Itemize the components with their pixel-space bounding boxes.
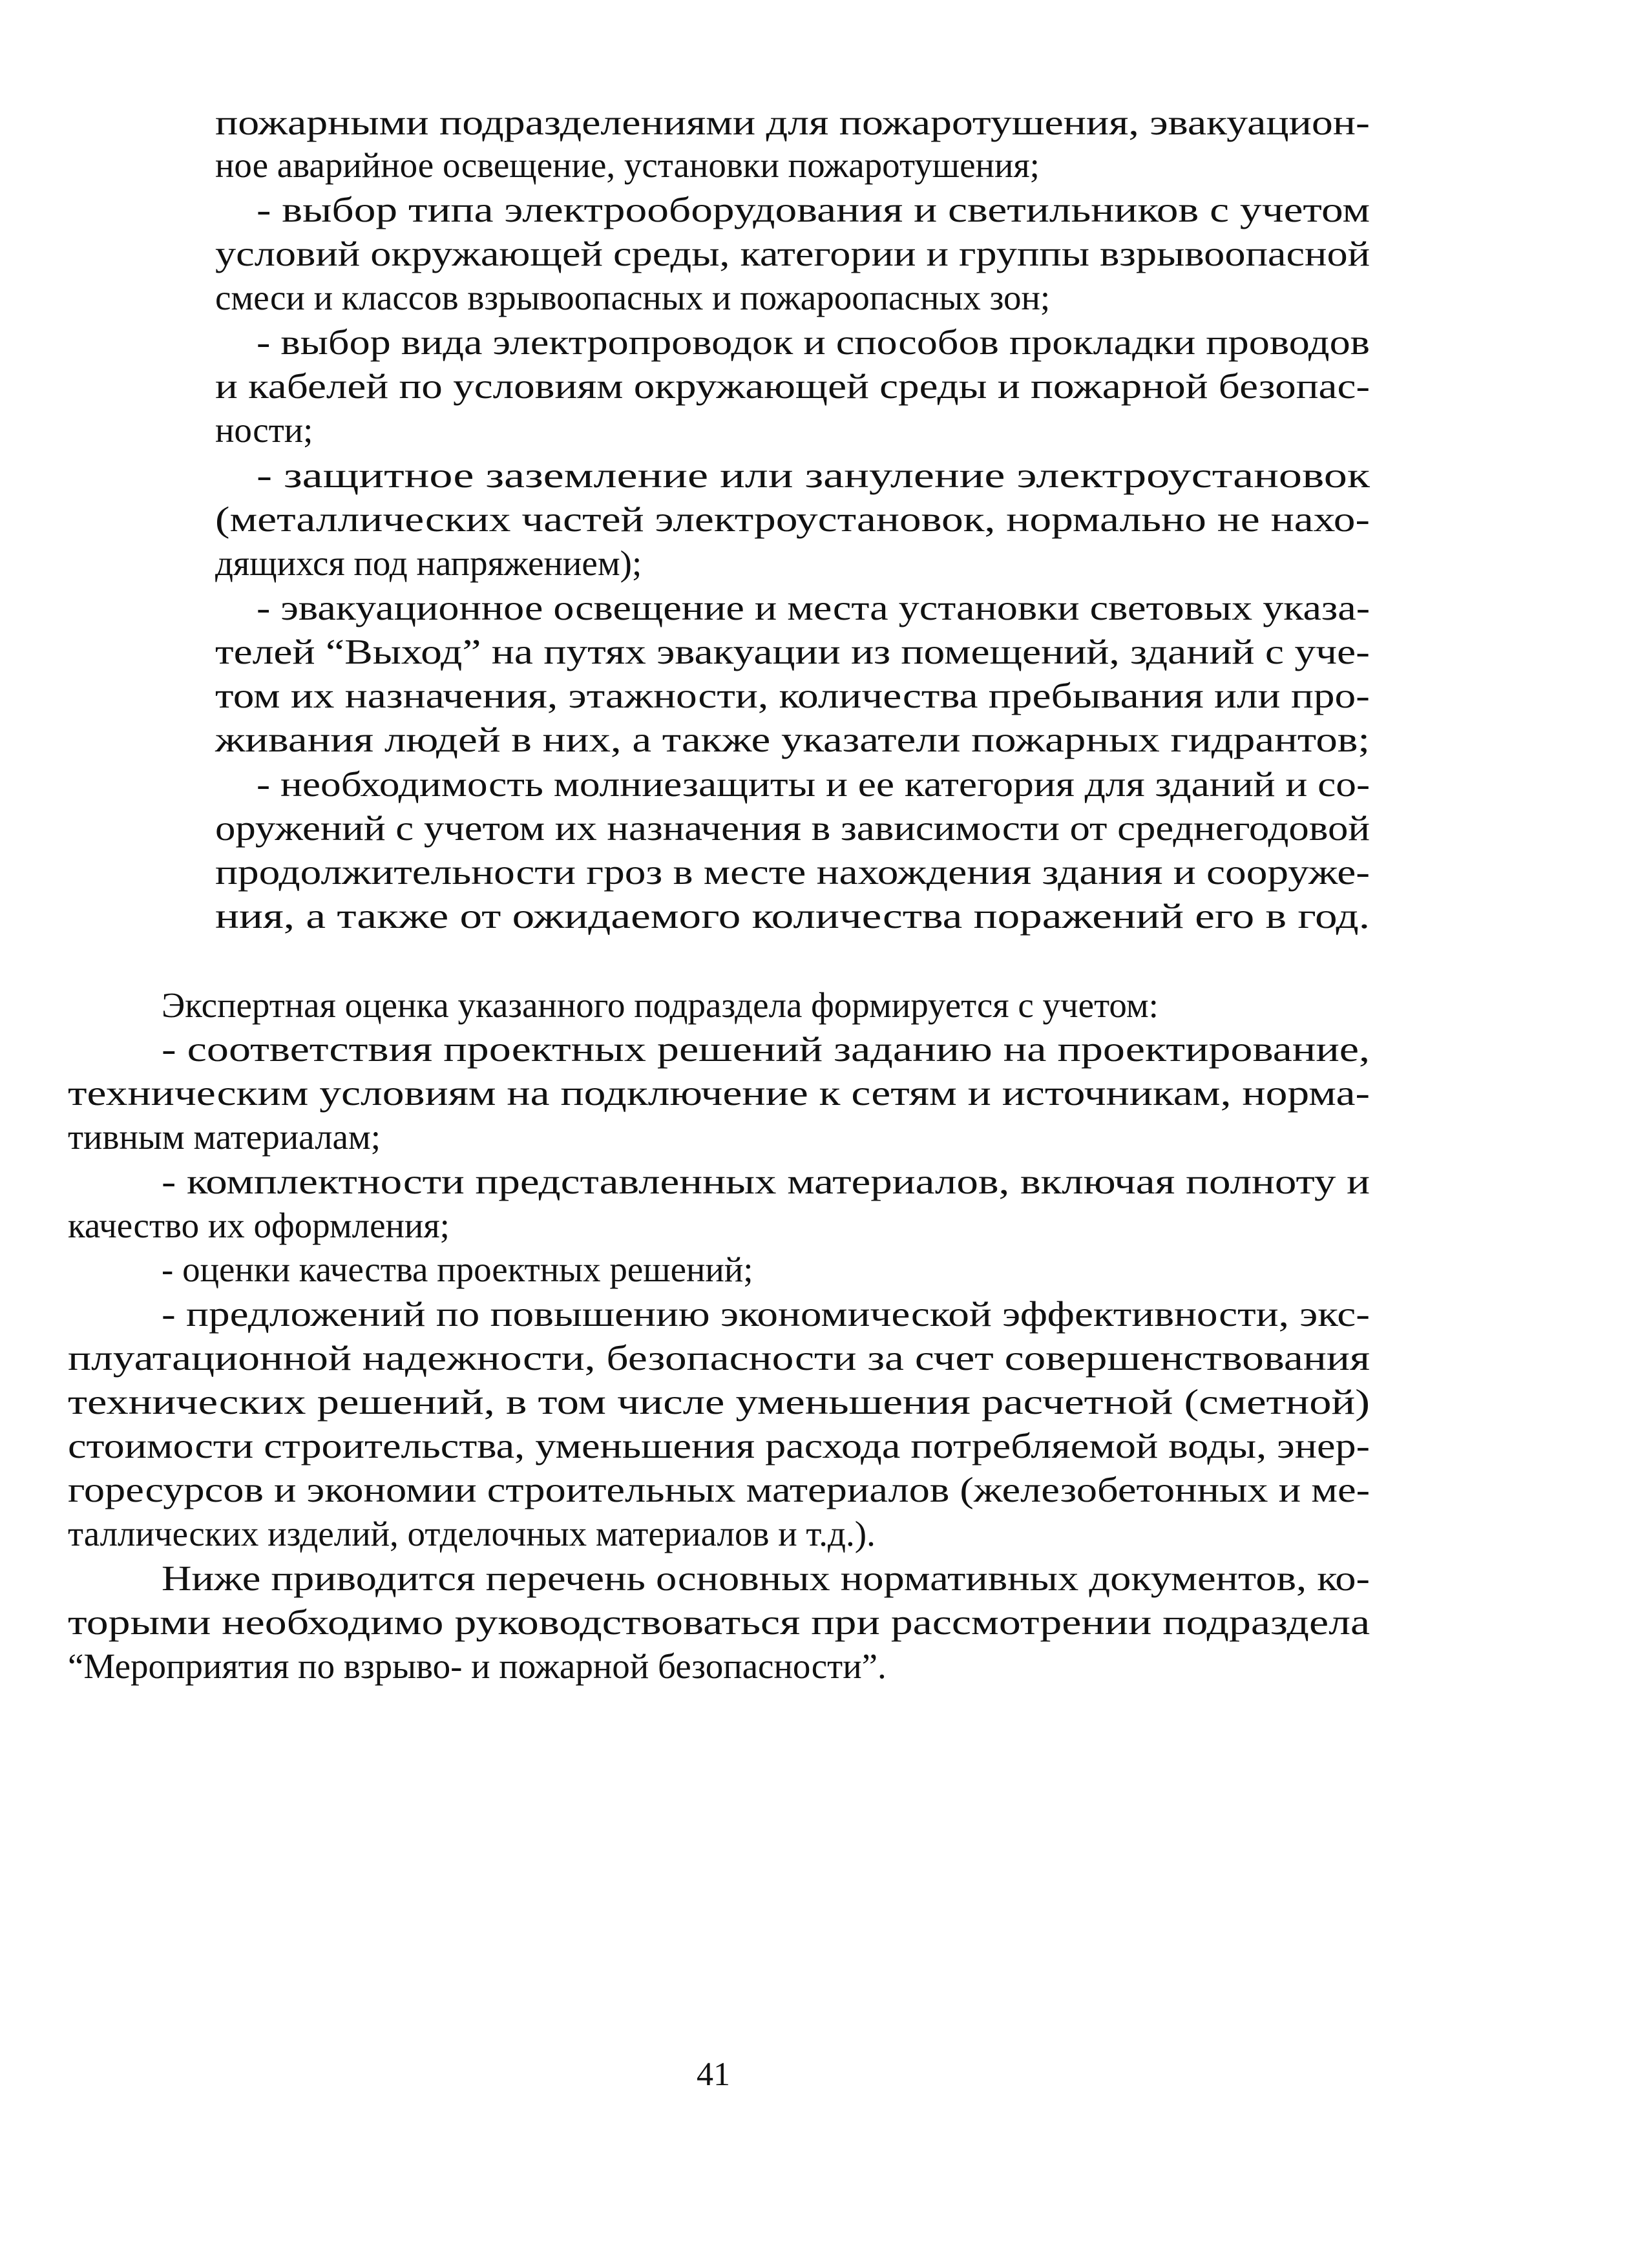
list-item-line: - выбор типа электрооборудования и светильников с учетом (257, 190, 1371, 229)
list-item-line: тивным материалам; (68, 1117, 381, 1157)
list-item-line: - необходимость молниезащиты и ее категория для зданий и со- (257, 764, 1371, 804)
list-item-line: телей “Выход” на путях эвакуации из помещений, зданий с уче- (215, 632, 1370, 671)
list-item-line: плуатационной надежности, безопасности за счет совершенствования (68, 1338, 1370, 1378)
list-item-line: живания людей в них, а также указатели пожарных гидрантов; (215, 720, 1371, 759)
list-item-line: стоимости строительства, уменьшения расхода потребляемой воды, энер- (68, 1426, 1370, 1465)
list-item-line: - предложений по повышению экономической эффективности, экс- (162, 1294, 1371, 1334)
list-item-line: ния, а также от ожидаемого количества поражений его в год. (215, 896, 1371, 936)
list-item-line: - выбор вида электропроводок и способов прокладки проводов (257, 322, 1370, 362)
list-item-line: смеси и классов взрывоопасных и пожароопасных зон; (215, 278, 1051, 317)
list-item-line: продолжительности гроз в месте нахождения здания и сооруже- (215, 852, 1371, 892)
list-item-line: ности; (215, 410, 313, 450)
list-item-line: - оценки качества проектных решений; (162, 1250, 753, 1289)
list-item-line: технических решений, в том числе уменьшения расчетной (сметной) (68, 1382, 1371, 1422)
list-item-line: техническим условиям на подключение к сетям и источникам, норма- (68, 1073, 1370, 1113)
list-item-line: таллических изделий, отделочных материалов и т.д.). (68, 1514, 876, 1553)
list-item-line: оружений с учетом их назначения в зависимости от среднегодовой (215, 808, 1370, 848)
body-text-line: ное аварийное освещение, установки пожаротушения; (215, 145, 1040, 185)
paragraph-line: Ниже приводится перечень основных нормативных документов, ко- (162, 1559, 1371, 1598)
body-text-line: пожарными подразделениями для пожаротушения, эвакуацион- (215, 103, 1370, 142)
list-item-line: и кабелей по условиям окружающей среды и пожарной безопас- (215, 366, 1371, 406)
paragraph-line: Экспертная оценка указанного подраздела формируется с учетом: (162, 985, 1159, 1025)
list-item-line: горесурсов и экономии строительных материалов (железобетонных и ме- (68, 1470, 1371, 1509)
list-item-line: - защитное заземление или зануление электроустановок (257, 456, 1370, 495)
list-item-line: дящихся под напряжением); (215, 543, 642, 583)
list-item-line: - эвакуационное освещение и места установки световых указа- (257, 588, 1371, 627)
list-item-line: (металлических частей электроустановок, нормально не нахо- (215, 499, 1371, 539)
paragraph-line: “Мероприятия по взрыво- и пожарной безопасности”. (68, 1646, 887, 1686)
paragraph-line: торыми необходимо руководствоваться при рассмотрении подраздела (68, 1602, 1371, 1642)
page-number: 41 (697, 2056, 730, 2093)
list-item-line: условий окружающей среды, категории и группы взрывоопасной (215, 234, 1371, 273)
list-item-line: качество их оформления; (68, 1206, 450, 1245)
list-item-line: - соответствия проектных решений заданию на проектирование, (162, 1029, 1371, 1069)
list-item-line: - комплектности представленных материалов, включая полноту и (162, 1162, 1370, 1201)
list-item-line: том их назначения, этажности, количества пребывания или про- (215, 676, 1370, 715)
